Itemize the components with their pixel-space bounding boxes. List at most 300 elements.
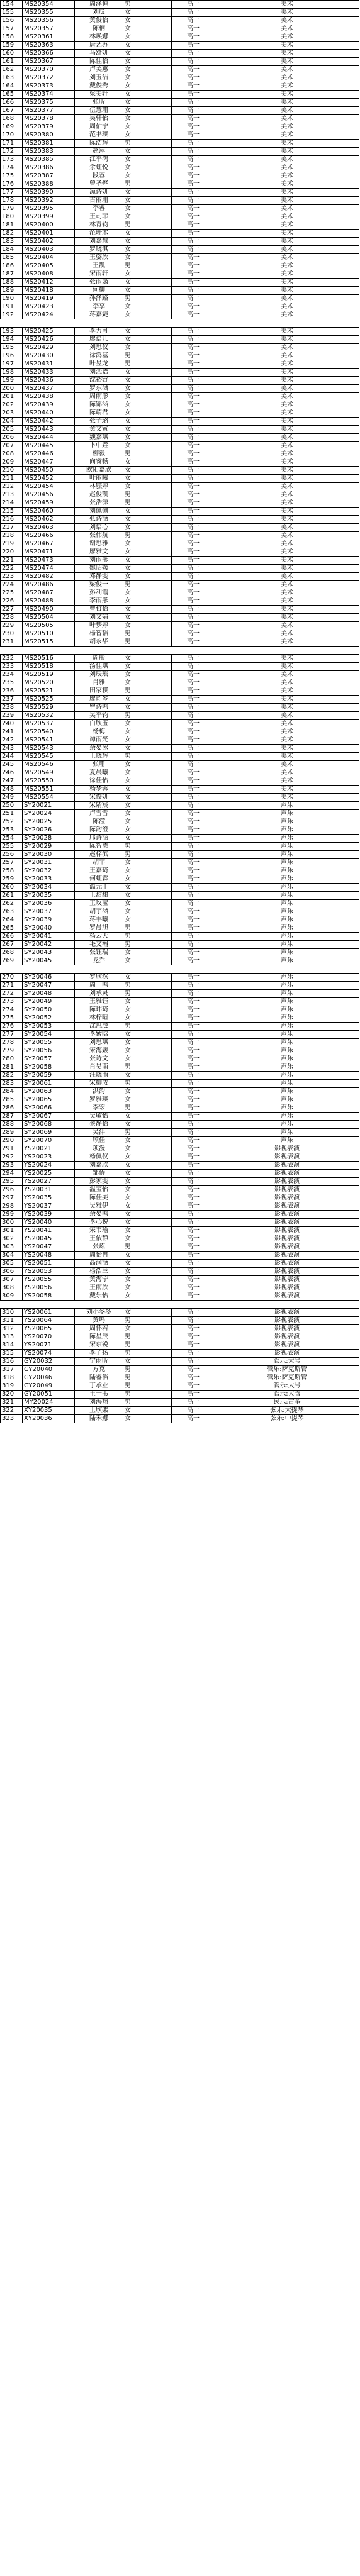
- student-name: 叶梦婷: [75, 622, 123, 630]
- student-grade: 高一: [172, 704, 215, 712]
- student-id: MS20474: [23, 565, 75, 573]
- table-row: [1, 1284, 359, 1292]
- student-id: MS20452: [23, 475, 75, 483]
- student-grade: 高一: [172, 1284, 215, 1292]
- student-name: 宋海媛: [75, 1047, 123, 1055]
- student-grade: 高一: [172, 933, 215, 941]
- table-row: [1, 197, 359, 205]
- student-gender: 女: [123, 548, 172, 557]
- student-major: 美术: [215, 769, 359, 777]
- row-index: 289: [1, 1129, 23, 1137]
- table-row: [1, 1260, 359, 1268]
- row-index: 166: [1, 99, 23, 107]
- student-major: 美术: [215, 140, 359, 148]
- student-id: SY20057: [23, 1055, 75, 1063]
- student-grade: 高一: [172, 1194, 215, 1202]
- table-row: [1, 1072, 359, 1080]
- student-gender: 男: [123, 262, 172, 270]
- student-gender: 女: [123, 1202, 172, 1211]
- student-grade: 高一: [172, 66, 215, 74]
- student-gender: 女: [123, 50, 172, 58]
- student-id: MS20443: [23, 426, 75, 434]
- student-major: 美术: [215, 17, 359, 25]
- student-gender: 女: [123, 287, 172, 295]
- table-row: [1, 148, 359, 156]
- student-major: 影视表演: [215, 1309, 359, 1317]
- student-name: 卢美惠: [75, 66, 123, 74]
- student-name: 张诗涵: [75, 516, 123, 524]
- student-gender: 女: [123, 74, 172, 82]
- student-id: SY20049: [23, 998, 75, 1006]
- table-row: [1, 344, 359, 352]
- student-name: 宋柳成: [75, 1080, 123, 1088]
- row-index: 279: [1, 1047, 23, 1055]
- row-index: 218: [1, 532, 23, 540]
- table-row: [1, 1341, 359, 1350]
- student-name: 吴平钧: [75, 712, 123, 720]
- row-index: 203: [1, 409, 23, 418]
- student-major: 管乐:大号: [215, 1358, 359, 1366]
- table-row: [1, 851, 359, 859]
- student-major: 美术: [215, 581, 359, 589]
- table-row: [1, 254, 359, 262]
- student-id: MS20390: [23, 189, 75, 197]
- row-index: 272: [1, 990, 23, 998]
- table-row: [1, 262, 359, 270]
- student-gender: 女: [123, 1186, 172, 1194]
- row-index: 262: [1, 900, 23, 908]
- table-row: [1, 17, 359, 25]
- row-index: 177: [1, 189, 23, 197]
- student-name: 林梓暄: [75, 1014, 123, 1023]
- table-row: [1, 238, 359, 246]
- student-name: 温宝怡: [75, 1186, 123, 1194]
- student-name: 徐佳怡: [75, 777, 123, 786]
- row-index: 323: [1, 1415, 23, 1423]
- student-gender: 女: [123, 9, 172, 17]
- row-index: 193: [1, 328, 23, 336]
- table-row: [1, 58, 359, 66]
- student-major: 美术: [215, 115, 359, 123]
- student-gender: 女: [123, 957, 172, 965]
- student-grade: 高一: [172, 1088, 215, 1096]
- row-index: 256: [1, 851, 23, 859]
- student-gender: 女: [123, 998, 172, 1006]
- table-row: [1, 156, 359, 164]
- table-row: [1, 508, 359, 516]
- table-row: [1, 1170, 359, 1178]
- table-row: [1, 892, 359, 900]
- student-gender: 男: [123, 352, 172, 360]
- student-major: 美术: [215, 42, 359, 50]
- student-id: MS20505: [23, 622, 75, 630]
- row-index: 240: [1, 720, 23, 728]
- student-name: 王玫莹: [75, 900, 123, 908]
- student-grade: 高一: [172, 303, 215, 311]
- student-name: 张伟航: [75, 532, 123, 540]
- student-gender: 女: [123, 916, 172, 924]
- table-row: [1, 1023, 359, 1031]
- table-row: [1, 974, 359, 982]
- row-index: 192: [1, 311, 23, 319]
- student-gender: 女: [123, 82, 172, 91]
- student-major: 美术: [215, 164, 359, 172]
- student-gender: 女: [123, 213, 172, 221]
- student-grade: 高一: [172, 622, 215, 630]
- table-row: [1, 1227, 359, 1235]
- student-name: 梁俊一: [75, 581, 123, 589]
- student-major: 美术: [215, 50, 359, 58]
- student-name: 欧阳嘉欣: [75, 467, 123, 475]
- student-gender: 女: [123, 892, 172, 900]
- table-row: [1, 475, 359, 483]
- student-grade: 高一: [172, 140, 215, 148]
- student-major: 声乐: [215, 867, 359, 875]
- student-gender: 男: [123, 933, 172, 941]
- student-id: MS20408: [23, 270, 75, 279]
- table-row: [1, 720, 359, 728]
- student-gender: 女: [123, 1211, 172, 1219]
- student-id: SY20066: [23, 1104, 75, 1113]
- student-major: 影视表演: [215, 1276, 359, 1284]
- student-name: 周雨彤: [75, 393, 123, 401]
- student-grade: 高一: [172, 197, 215, 205]
- student-major: 美术: [215, 401, 359, 409]
- row-index: 234: [1, 671, 23, 679]
- row-index: 207: [1, 442, 23, 450]
- row-index: 306: [1, 1268, 23, 1276]
- student-name: 刘嘉欣: [75, 1162, 123, 1170]
- student-name: 胡永华: [75, 638, 123, 647]
- student-name: 叶昱龙: [75, 360, 123, 369]
- student-grade: 高一: [172, 328, 215, 336]
- student-grade: 高一: [172, 892, 215, 900]
- student-grade: 高一: [172, 1366, 215, 1374]
- row-index: 236: [1, 687, 23, 696]
- student-id: YS20045: [23, 1235, 75, 1243]
- row-index: 244: [1, 753, 23, 761]
- student-major: 美术: [215, 696, 359, 704]
- student-id: MS20444: [23, 434, 75, 442]
- row-index: 302: [1, 1235, 23, 1243]
- student-major: 声乐: [215, 957, 359, 965]
- table-row: [1, 1211, 359, 1219]
- table-row: [1, 1104, 359, 1113]
- student-id: MS20374: [23, 91, 75, 99]
- table-row: [1, 540, 359, 548]
- student-grade: 高一: [172, 148, 215, 156]
- student-id: MS20381: [23, 140, 75, 148]
- student-gender: 女: [123, 1014, 172, 1023]
- student-grade: 高一: [172, 213, 215, 221]
- student-name: 刘辰: [75, 9, 123, 17]
- student-name: 罗晓淇: [75, 246, 123, 254]
- student-name: 周一鸣: [75, 982, 123, 990]
- student-gender: 男: [123, 180, 172, 189]
- student-name: 李睿: [75, 205, 123, 213]
- table-row: [1, 409, 359, 418]
- row-index: 316: [1, 1358, 23, 1366]
- student-major: 美术: [215, 262, 359, 270]
- row-index: 216: [1, 516, 23, 524]
- student-major: 美术: [215, 287, 359, 295]
- student-name: 宋婧宸: [75, 802, 123, 810]
- student-id: MS20442: [23, 418, 75, 426]
- student-gender: 女: [123, 131, 172, 140]
- student-id: YS20064: [23, 1317, 75, 1325]
- student-id: MS20554: [23, 794, 75, 802]
- table-row: [1, 859, 359, 867]
- student-grade: 高一: [172, 1415, 215, 1423]
- row-index: 266: [1, 933, 23, 941]
- student-name: 陈锦涵: [75, 401, 123, 409]
- student-name: 王晓辉: [75, 753, 123, 761]
- student-gender: 男: [123, 1317, 172, 1325]
- student-grade: 高一: [172, 736, 215, 745]
- student-major: 声乐: [215, 1121, 359, 1129]
- table-row: [1, 1358, 359, 1366]
- student-id: MS20510: [23, 630, 75, 638]
- student-name: 徐鸿基: [75, 352, 123, 360]
- student-name: 刘文婧: [75, 614, 123, 622]
- table-row: [1, 99, 359, 107]
- student-major: 声乐: [215, 998, 359, 1006]
- student-name: 姚昭媛: [75, 565, 123, 573]
- student-name: 王依静: [75, 1235, 123, 1243]
- student-gender: 女: [123, 344, 172, 352]
- table-row: [1, 91, 359, 99]
- table-row: [1, 82, 359, 91]
- student-grade: 高一: [172, 1309, 215, 1317]
- student-major: 美术: [215, 597, 359, 606]
- row-index: 167: [1, 107, 23, 115]
- student-gender: 女: [123, 663, 172, 671]
- student-gender: 女: [123, 377, 172, 385]
- student-grade: 高一: [172, 1006, 215, 1014]
- student-name: 王一韦: [75, 1391, 123, 1399]
- row-index: 277: [1, 1031, 23, 1039]
- student-gender: 女: [123, 884, 172, 892]
- row-index: 322: [1, 1407, 23, 1415]
- table-row: [1, 728, 359, 736]
- student-name: 杨佩仪: [75, 1153, 123, 1162]
- student-major: 声乐: [215, 875, 359, 884]
- table-row: [1, 246, 359, 254]
- student-major: 声乐: [215, 916, 359, 924]
- student-name: 宁雨昕: [75, 1358, 123, 1366]
- row-index: 273: [1, 998, 23, 1006]
- student-id: SY20032: [23, 867, 75, 875]
- table-row: [1, 1374, 359, 1382]
- row-index: 271: [1, 982, 23, 990]
- student-gender: 女: [123, 409, 172, 418]
- student-id: SY20029: [23, 843, 75, 851]
- table-row: [1, 442, 359, 450]
- student-name: 蔡静怡: [75, 1121, 123, 1129]
- table-row: [1, 1063, 359, 1072]
- student-grade: 高一: [172, 974, 215, 982]
- student-gender: 女: [123, 189, 172, 197]
- row-index: 228: [1, 614, 23, 622]
- table-row: [1, 458, 359, 467]
- table-row: [1, 393, 359, 401]
- table-row: [1, 1096, 359, 1104]
- table-row: [1, 66, 359, 74]
- student-grade: 高一: [172, 1121, 215, 1129]
- student-name: 凉诗妍: [75, 189, 123, 197]
- student-id: MS20456: [23, 491, 75, 499]
- row-index: 292: [1, 1153, 23, 1162]
- student-major: 声乐: [215, 1088, 359, 1096]
- student-gender: 女: [123, 1276, 172, 1284]
- student-grade: 高一: [172, 1243, 215, 1252]
- table-row: [1, 1235, 359, 1243]
- student-name: 李享: [75, 303, 123, 311]
- student-grade: 高一: [172, 385, 215, 393]
- student-name: 余晏鸣: [75, 1211, 123, 1219]
- table-row: [1, 115, 359, 123]
- row-index: 258: [1, 867, 23, 875]
- student-major: 美术: [215, 557, 359, 565]
- student-name: 杨智韬: [75, 630, 123, 638]
- row-index: 286: [1, 1104, 23, 1113]
- row-index: 298: [1, 1202, 23, 1211]
- student-id: SY20030: [23, 851, 75, 859]
- student-major: 美术: [215, 369, 359, 377]
- student-grade: 高一: [172, 826, 215, 835]
- table-row: [1, 1276, 359, 1284]
- student-name: 曾圣烨: [75, 180, 123, 189]
- student-id: MS20377: [23, 107, 75, 115]
- student-name: 赵梓滨: [75, 851, 123, 859]
- student-name: 刘海翔: [75, 1399, 123, 1407]
- student-gender: 女: [123, 589, 172, 597]
- student-major: 美术: [215, 418, 359, 426]
- table-row: [1, 377, 359, 385]
- table-row: [1, 794, 359, 802]
- student-id: SY20047: [23, 982, 75, 990]
- student-gender: 女: [123, 434, 172, 442]
- page-break-row: [1, 647, 359, 655]
- student-major: 影视表演: [215, 1235, 359, 1243]
- student-grade: 高一: [172, 1276, 215, 1284]
- student-major: 美术: [215, 475, 359, 483]
- student-major: 影视表演: [215, 1227, 359, 1235]
- student-grade: 高一: [172, 998, 215, 1006]
- student-major: 美术: [215, 516, 359, 524]
- table-row: [1, 1137, 359, 1145]
- student-id: MS20504: [23, 614, 75, 622]
- row-index: 230: [1, 630, 23, 638]
- student-id: MS20418: [23, 287, 75, 295]
- student-grade: 高一: [172, 753, 215, 761]
- table-row: [1, 434, 359, 442]
- student-major: 美术: [215, 279, 359, 287]
- row-index: 311: [1, 1317, 23, 1325]
- student-gender: 男: [123, 1341, 172, 1350]
- student-major: 影视表演: [215, 1260, 359, 1268]
- student-gender: 女: [123, 736, 172, 745]
- row-index: 219: [1, 540, 23, 548]
- student-major: 声乐: [215, 884, 359, 892]
- table-row: [1, 352, 359, 360]
- student-id: MS20488: [23, 597, 75, 606]
- student-gender: 女: [123, 1088, 172, 1096]
- student-major: 美术: [215, 131, 359, 140]
- student-name: 余虹悦: [75, 164, 123, 172]
- student-name: 曾诗鸣: [75, 704, 123, 712]
- student-gender: 女: [123, 475, 172, 483]
- student-name: 方克: [75, 1366, 123, 1374]
- student-grade: 高一: [172, 426, 215, 434]
- student-grade: 高一: [172, 957, 215, 965]
- row-index: 202: [1, 401, 23, 409]
- student-major: 美术: [215, 99, 359, 107]
- student-id: MS20437: [23, 385, 75, 393]
- student-major: 美术: [215, 524, 359, 532]
- student-id: MS20383: [23, 148, 75, 156]
- student-id: MS20532: [23, 712, 75, 720]
- table-row: [1, 516, 359, 524]
- student-id: MS20370: [23, 66, 75, 74]
- student-grade: 高一: [172, 205, 215, 213]
- student-gender: 男: [123, 843, 172, 851]
- row-index: 251: [1, 810, 23, 818]
- student-gender: 女: [123, 1260, 172, 1268]
- student-grade: 高一: [172, 1235, 215, 1243]
- student-major: 美术: [215, 573, 359, 581]
- student-gender: 女: [123, 1096, 172, 1104]
- student-major: 影视表演: [215, 1341, 359, 1350]
- student-id: SY20033: [23, 875, 75, 884]
- table-row: [1, 630, 359, 638]
- student-major: 影视表演: [215, 1317, 359, 1325]
- student-grade: 高一: [172, 1096, 215, 1104]
- student-id: MS20378: [23, 115, 75, 123]
- student-id: YS20025: [23, 1170, 75, 1178]
- student-name: 洪韵: [75, 1088, 123, 1096]
- table-row: [1, 467, 359, 475]
- row-index: 263: [1, 908, 23, 916]
- student-gender: 男: [123, 1366, 172, 1374]
- student-name: 胡菲: [75, 859, 123, 867]
- student-name: 黄鸣: [75, 1317, 123, 1325]
- student-name: 汪晓雨: [75, 1072, 123, 1080]
- student-grade: 高一: [172, 1055, 215, 1063]
- student-major: 声乐: [215, 1023, 359, 1031]
- student-name: 陈玮琦: [75, 1006, 123, 1014]
- student-major: 美术: [215, 221, 359, 230]
- student-gender: 女: [123, 458, 172, 467]
- student-major: 美术: [215, 123, 359, 131]
- student-grade: 高一: [172, 557, 215, 565]
- student-id: GY20040: [23, 1366, 75, 1374]
- table-row: [1, 123, 359, 131]
- student-id: SY20035: [23, 892, 75, 900]
- student-gender: 女: [123, 1145, 172, 1153]
- student-id: YS20035: [23, 1194, 75, 1202]
- row-index: 214: [1, 499, 23, 508]
- table-row: [1, 1252, 359, 1260]
- student-gender: 女: [123, 1268, 172, 1276]
- student-grade: 高一: [172, 1219, 215, 1227]
- row-index: 221: [1, 557, 23, 565]
- student-gender: 男: [123, 1399, 172, 1407]
- student-name: 陈滢: [75, 818, 123, 826]
- row-index: 156: [1, 17, 23, 25]
- student-id: SY20041: [23, 933, 75, 941]
- student-gender: 女: [123, 107, 172, 115]
